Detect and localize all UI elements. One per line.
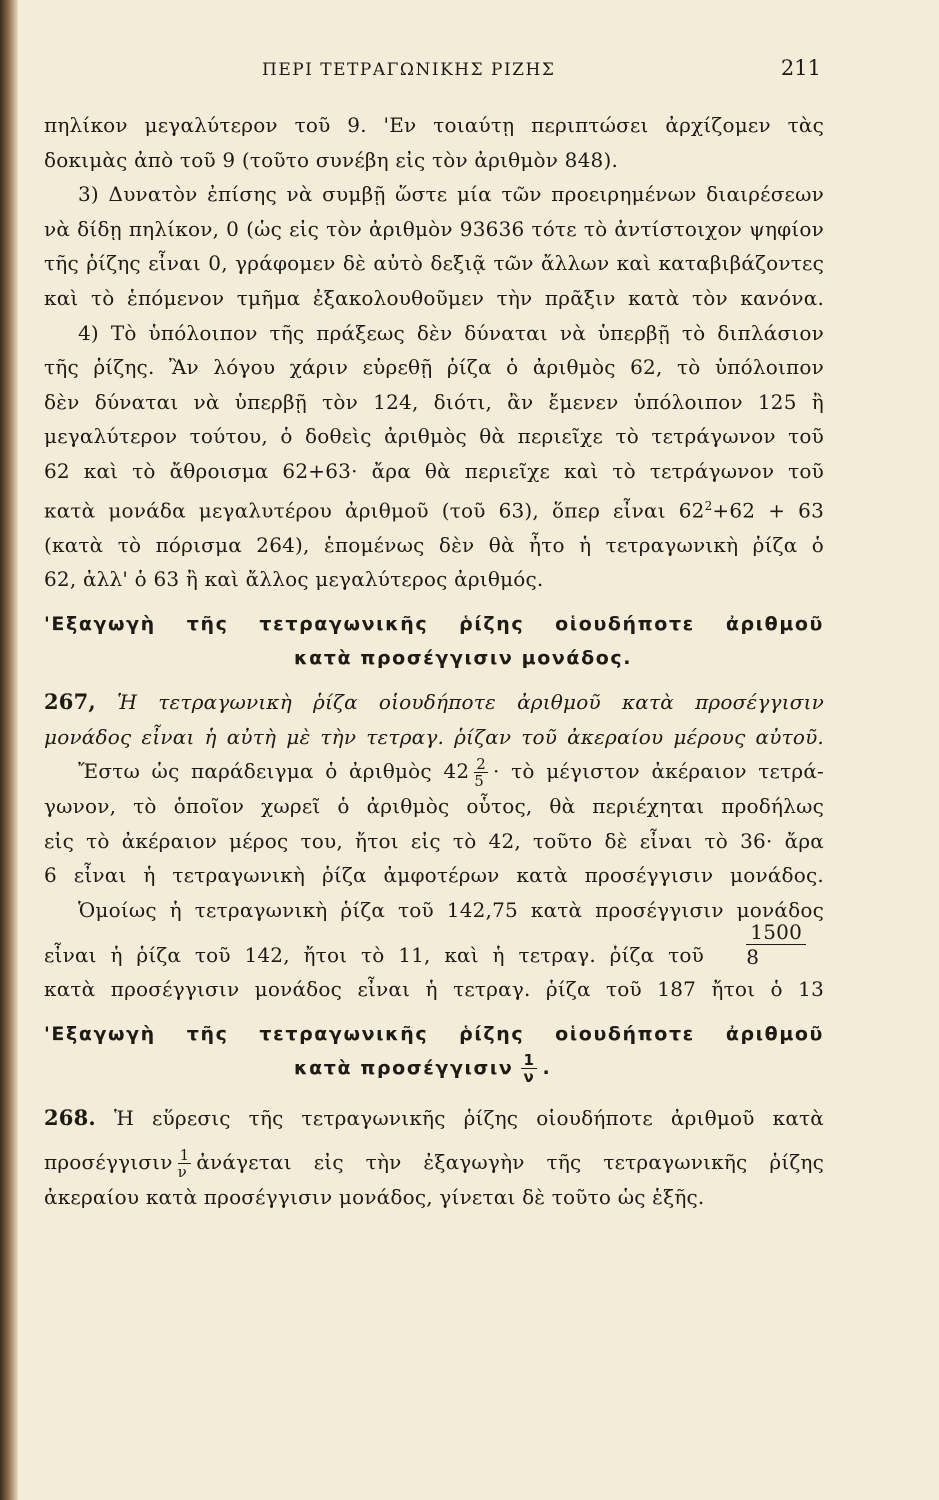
header-title: ΠΕΡΙ ΤΕΤΡΑΓΩΝΙΚΗΣ ΡΙΖΗΣ bbox=[262, 60, 556, 80]
text-segment: Ἔστω ὡς παράδειγμα ὁ ἀριθμὸς 42 bbox=[78, 759, 470, 784]
page-number: 211 bbox=[780, 56, 821, 80]
paragraph-start bbox=[44, 1101, 824, 1136]
section-heading-continued bbox=[44, 1051, 824, 1085]
text-segment: προσέγγισιν bbox=[44, 1150, 173, 1175]
running-header bbox=[0, 56, 939, 88]
text-line: ἀκεραίου κατὰ προσέγγισιν μονάδος, γίνεται δὲ τοῦτο ὡς ἑξῆς. bbox=[44, 1185, 705, 1210]
section-number: 267, bbox=[44, 688, 96, 714]
section-number: 268. bbox=[44, 1104, 96, 1130]
text-segment: κατὰ μονάδα μεγαλυτέρου ἀριθμοῦ (τοῦ 63), ὅπερ εἶναι 62 bbox=[44, 498, 705, 523]
text-line: (κατὰ τὸ πόρισμα 264), ἑπομένως δὲν θὰ ἦτο ἡ τετραγωνικὴ ῥίζα ὁ bbox=[44, 532, 824, 557]
text-segment: εἶναι ἡ ῥίζα τοῦ 142, ἤτοι τὸ 11, καὶ ἡ τετραγ. ῥίζα τοῦ bbox=[44, 942, 704, 967]
section-heading: 'Εξαγωγὴ τῆς τετραγωνικῆς ῥίζης οἱουδήποτε ἀριθμοῦ bbox=[44, 612, 824, 635]
text-line: 4) Τὸ ὑπόλοιπον τῆς πράξεως δὲν δύναται νὰ ὑπερβῇ τὸ διπλάσιον bbox=[78, 320, 824, 345]
text-line: 3) Δυνατὸν ἐπίσης νὰ συμβῇ ὥστε μία τῶν προειρημένων διαιρέσεων bbox=[78, 182, 824, 207]
fraction bbox=[178, 1147, 192, 1180]
fraction-denominator: 8 bbox=[746, 944, 760, 969]
text-line: 6 εἶναι ἡ τετραγωνικὴ ῥίζα ἀμφοτέρων κατὰ προσέγγισιν μονάδος. bbox=[44, 863, 824, 888]
text-line: δὲν δύναται νὰ ὑπερβῇ τὸν 124, διότι, ἂν ἔμενεν ὑπόλοιπον 125 ἢ bbox=[44, 389, 824, 414]
text-line: μεγαλύτερον τούτου, ὁ δοθεὶς ἀριθμὸς θὰ περιεῖχε τὸ τετράγωνον τοῦ bbox=[44, 424, 824, 449]
text-line-with-fraction bbox=[44, 754, 824, 789]
fraction-numerator: 1 bbox=[179, 1146, 190, 1165]
text-line: Ὁμοίως ἡ τετραγωνικὴ ῥίζα τοῦ 142,75 κατὰ προσέγγισιν μονάδος bbox=[78, 897, 824, 922]
text-line: νὰ δίδῃ πηλίκον, 0 (ὡς εἰς τὸν ἀριθμὸν 93636 τότε τὸ ἀντίστοιχον ψηφίον bbox=[44, 216, 824, 241]
fraction bbox=[521, 1052, 537, 1085]
heading-text: κατὰ προσέγγισιν bbox=[294, 1056, 514, 1079]
text-line: καὶ τὸ ἑπόμενον τμῆμα ἐξακολουθοῦμεν τὴν πρᾶξιν κατὰ τὸν κανόνα. bbox=[44, 285, 824, 310]
heading-period: . bbox=[542, 1056, 552, 1079]
theorem-text: Ἡ τετραγωνικὴ ῥίζα οἱουδήποτε ἀριθμοῦ κατὰ προσέγγισιν bbox=[117, 689, 824, 714]
text-line-with-power bbox=[44, 489, 824, 528]
page-body bbox=[44, 108, 824, 1215]
text-segment: · τὸ μέγιστον ἀκέραιον τετρά- bbox=[493, 759, 824, 784]
superscript: 2 bbox=[704, 498, 713, 513]
fraction bbox=[746, 920, 806, 969]
section-heading-continued: κατὰ προσέγγισιν μονάδος. bbox=[294, 646, 633, 669]
text-line: τῆς ῥίζης εἶναι 0, γράφομεν δὲ αὐτὸ δεξιᾷ τῶν ἄλλων καὶ καταβιβάζοντες bbox=[44, 251, 824, 276]
text-line: πηλίκον μεγαλύτερον τοῦ 9. 'Εν τοιαύτῃ περιπτώσει ἀρχίζομεν τὰς bbox=[44, 113, 824, 137]
fraction-denominator: ν bbox=[523, 1067, 536, 1086]
text-line: 62 καὶ τὸ ἄθροισμα 62+63· ἄρα θὰ περιεῖχε καὶ τὸ τετράγωνον τοῦ bbox=[44, 458, 824, 483]
text-line: τῆς ῥίζης. Ἂν λόγου χάριν εὑρεθῇ ῥίζα ὁ ἀριθμὸς 62, τὸ ὑπόλοιπον bbox=[44, 355, 824, 380]
fraction-denominator: ν bbox=[177, 1163, 187, 1182]
fraction-numerator: 1500 bbox=[746, 920, 806, 945]
section-heading: 'Εξαγωγὴ τῆς τετραγωνικῆς ῥίζης οἱουδήποτε ἀριθμοῦ bbox=[44, 1022, 824, 1045]
fraction-numerator: 1 bbox=[523, 1050, 536, 1069]
text-segment: ἀνάγεται εἰς τὴν ἐξαγωγὴν τῆς τετραγωνικῆς ῥίζης bbox=[196, 1150, 824, 1175]
theorem-text: μονάδος εἶναι ἡ αὐτὴ μὲ τὴν τετραγ. ῥίζαν τοῦ ἀκεραίου μέρους αὐτοῦ. bbox=[44, 724, 824, 749]
text-line-with-fraction bbox=[44, 919, 824, 973]
fraction bbox=[474, 756, 488, 789]
text-line: 62, ἀλλ' ὁ 63 ἢ καὶ ἄλλος μεγαλύτερος ἀριθμός. bbox=[44, 567, 544, 592]
fraction-numerator: 2 bbox=[476, 755, 486, 774]
fraction-denominator: 5 bbox=[474, 772, 484, 791]
text-line: εἰς τὸ ἀκέραιον μέρος του, ἤτοι εἰς τὸ 42, τοῦτο δὲ εἶναι τὸ 36· ἄρα bbox=[44, 828, 824, 853]
text-line: γωνον, τὸ ὁποῖον χωρεῖ ὁ ἀριθμὸς οὗτος, θὰ περιέχηται προδήλως bbox=[44, 794, 824, 819]
text-line: δοκιμὰς ἀπὸ τοῦ 9 (τοῦτο συνέβη εἰς τὸν ἀριθμὸν 848). bbox=[44, 147, 619, 172]
theorem-line bbox=[44, 685, 824, 720]
text-line-with-fraction bbox=[44, 1145, 824, 1180]
book-spine-shadow bbox=[0, 0, 18, 1500]
text-segment: Ἡ εὕρεσις τῆς τετραγωνικῆς ῥίζης οἱουδήποτε ἀριθμοῦ κατὰ bbox=[113, 1105, 824, 1130]
text-line: κατὰ προσέγγισιν μονάδος εἶναι ἡ τετραγ. ῥίζα τοῦ 187 ἤτοι ὁ 13 bbox=[44, 977, 824, 1002]
text-segment: +62 + 63 bbox=[712, 498, 824, 523]
